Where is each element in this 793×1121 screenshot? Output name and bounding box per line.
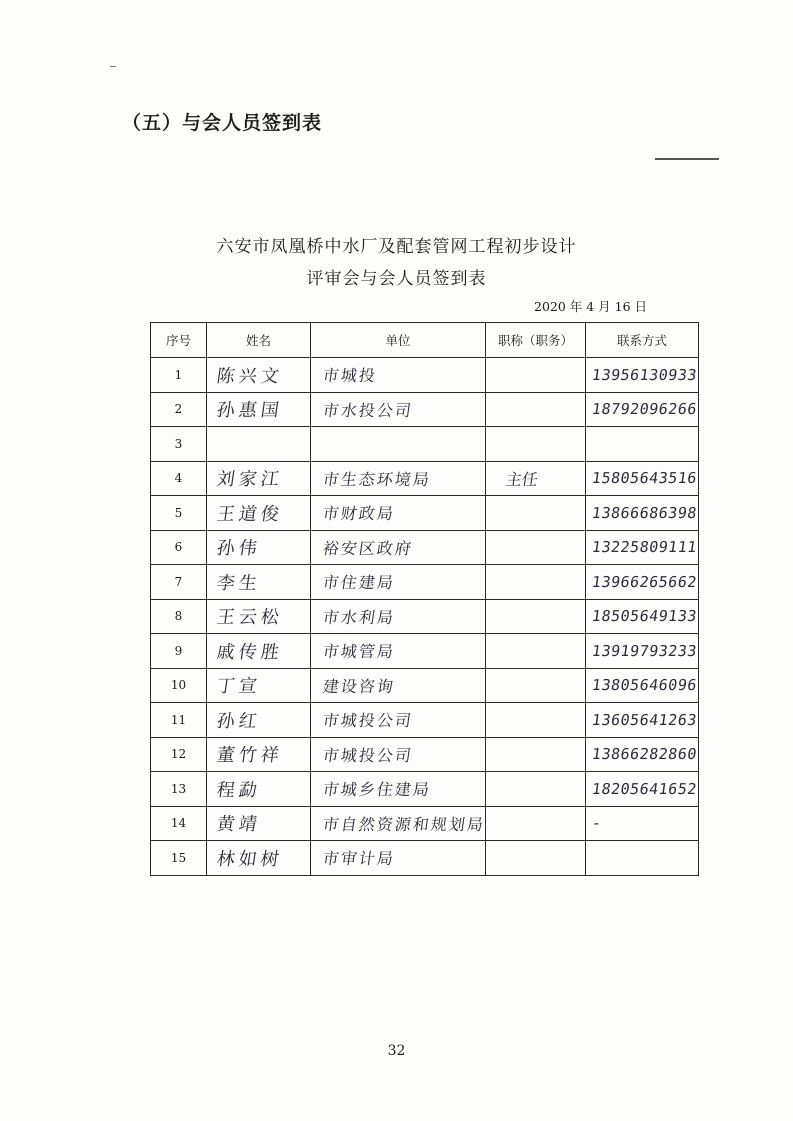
signature-name: 孙伟: [215, 538, 263, 560]
row-seq-cell: 15: [151, 841, 207, 876]
table-row: [151, 841, 699, 876]
signature-name: 孙红: [215, 710, 263, 732]
header-seq: 序号: [151, 323, 207, 358]
signature-name: 董竹祥: [215, 745, 285, 767]
signature-title: 主任: [504, 469, 540, 489]
signature-name-cell: [207, 668, 311, 703]
table-row: [151, 565, 699, 600]
signature-name: 丁宣: [215, 676, 263, 698]
signature-title-cell: [486, 668, 586, 703]
signature-name: 戚传胜: [215, 641, 285, 663]
signature-name-cell: [207, 427, 311, 462]
scan-line-artifact: [655, 158, 719, 160]
row-seq-cell: 4: [151, 461, 207, 496]
signature-name: 王道俊: [215, 503, 285, 525]
signature-phone: -: [590, 814, 603, 833]
row-seq-cell: 9: [151, 634, 207, 669]
signature-unit: 市水利局: [321, 607, 397, 627]
signature-title-cell: [486, 565, 586, 600]
signature-name-cell: [207, 565, 311, 600]
row-seq-cell: 13: [151, 772, 207, 807]
signature-unit-cell: [311, 668, 486, 703]
signature-name: 李生: [215, 572, 263, 594]
signature-name: 陈兴文: [215, 365, 285, 387]
signature-name-cell: [207, 806, 311, 841]
sign-in-date: 2020 年 4 月 16 日: [534, 299, 648, 314]
signature-phone: 13225809111: [590, 538, 699, 557]
signature-unit-cell: [311, 565, 486, 600]
signature-unit-cell: [311, 634, 486, 669]
signature-name: 刘家江: [215, 469, 285, 491]
signature-phone: 13866686398: [590, 503, 699, 522]
table-row: [151, 392, 699, 427]
signature-phone: 13919793233: [590, 641, 699, 660]
signature-phone-cell: [586, 392, 699, 427]
row-seq-cell: 7: [151, 565, 207, 600]
signature-unit-cell: [311, 392, 486, 427]
header-name: 姓名: [207, 323, 311, 358]
signature-phone-cell: [586, 427, 699, 462]
signature-unit: 市水投公司: [321, 400, 415, 420]
signature-unit: 裕安区政府: [321, 538, 415, 558]
signature-unit: 市城投公司: [321, 745, 415, 765]
signature-phone-cell: [586, 634, 699, 669]
scan-mark: [110, 66, 116, 67]
signature-title-cell: [486, 358, 586, 393]
row-seq-cell: 14: [151, 806, 207, 841]
signature-phone-cell: [586, 530, 699, 565]
signature-unit: 市城投公司: [321, 711, 415, 731]
signature-unit-cell: [311, 772, 486, 807]
row-seq-cell: 10: [151, 668, 207, 703]
signature-phone-cell: [586, 496, 699, 531]
signature-title-cell: [486, 530, 586, 565]
signature-title-cell: [486, 772, 586, 807]
signature-phone: 15805643516: [590, 469, 699, 488]
signature-name: 王云松: [215, 607, 285, 629]
signature-phone-cell: [586, 599, 699, 634]
signature-unit: 市生态环境局: [321, 469, 433, 489]
signature-unit-cell: [311, 806, 486, 841]
signature-unit-cell: [311, 703, 486, 738]
signature-phone-cell: [586, 737, 699, 772]
signature-unit-cell: [311, 841, 486, 876]
page-number: 32: [387, 1043, 406, 1059]
signature-phone-cell: [586, 772, 699, 807]
signature-name: 程勐: [215, 779, 263, 801]
signature-phone-cell: [586, 703, 699, 738]
signature-unit: 市审计局: [321, 849, 397, 869]
row-seq-cell: 6: [151, 530, 207, 565]
signature-name-cell: [207, 841, 311, 876]
header-unit: 单位: [311, 323, 486, 358]
signature-phone: 13966265662: [590, 572, 699, 591]
table-row: [151, 461, 699, 496]
header-title: 职称（职务）: [486, 323, 586, 358]
signature-title-cell: [486, 427, 586, 462]
row-seq-cell: 3: [151, 427, 207, 462]
signature-phone-cell: [586, 565, 699, 600]
signature-unit: 市财政局: [321, 504, 397, 524]
signature-phone-cell: [586, 358, 699, 393]
signature-name-cell: [207, 772, 311, 807]
signature-title-cell: [486, 599, 586, 634]
table-row: [151, 599, 699, 634]
signature-phone-cell: [586, 806, 699, 841]
signature-name-cell: [207, 496, 311, 531]
document-title-line2: 评审会与会人员签到表: [306, 269, 487, 289]
row-seq-cell: 8: [151, 599, 207, 634]
signature-unit: 市城乡住建局: [321, 780, 433, 800]
signature-phone: 18792096266: [590, 400, 699, 419]
signature-phone: 13866282860: [590, 745, 699, 764]
signature-name-cell: [207, 530, 311, 565]
table-header-row: [151, 323, 699, 358]
signature-phone: 13956130933: [590, 365, 699, 384]
signature-phone-cell: [586, 461, 699, 496]
signature-title-cell: [486, 461, 586, 496]
signature-title-cell: [486, 634, 586, 669]
table-row: [151, 668, 699, 703]
sign-in-table: [150, 322, 699, 876]
table-row: [151, 772, 699, 807]
table-row: [151, 737, 699, 772]
signature-name-cell: [207, 358, 311, 393]
signature-title-cell: [486, 703, 586, 738]
signature-unit-cell: [311, 737, 486, 772]
document-title-line1: 六安市凤凰桥中水厂及配套管网工程初步设计: [216, 237, 577, 257]
signature-name-cell: [207, 634, 311, 669]
table-row: [151, 703, 699, 738]
table-row: [151, 427, 699, 462]
signature-title-cell: [486, 806, 586, 841]
signature-unit-cell: [311, 461, 486, 496]
signature-name-cell: [207, 599, 311, 634]
signature-name-cell: [207, 737, 311, 772]
signature-unit: 市城管局: [321, 642, 397, 662]
table-row: [151, 806, 699, 841]
signature-name: 林如树: [215, 848, 285, 870]
signature-title-cell: [486, 496, 586, 531]
header-contact: 联系方式: [586, 323, 699, 358]
row-seq-cell: 5: [151, 496, 207, 531]
signature-phone: 13605641263: [590, 710, 699, 729]
row-seq-cell: 11: [151, 703, 207, 738]
signature-phone: 18505649133: [590, 607, 699, 626]
signature-unit-cell: [311, 358, 486, 393]
row-seq-cell: 2: [151, 392, 207, 427]
signature-unit: 市城投: [321, 366, 379, 386]
table-row: [151, 530, 699, 565]
signature-phone: 13805646096: [590, 676, 699, 695]
signature-title-cell: [486, 841, 586, 876]
table-row: [151, 358, 699, 393]
table-row: [151, 496, 699, 531]
table-row: [151, 634, 699, 669]
signature-name: 黄靖: [215, 814, 263, 836]
signature-phone: 18205641652: [590, 779, 699, 798]
section-heading: （五）与会人员签到表: [122, 112, 323, 134]
row-seq-cell: 12: [151, 737, 207, 772]
signature-phone-cell: [586, 668, 699, 703]
signature-unit-cell: [311, 599, 486, 634]
signature-name-cell: [207, 461, 311, 496]
signature-title-cell: [486, 392, 586, 427]
signature-phone-cell: [586, 841, 699, 876]
signature-title-cell: [486, 737, 586, 772]
row-seq-cell: 1: [151, 358, 207, 393]
signature-unit: 建设咨询: [321, 676, 397, 696]
signature-name-cell: [207, 392, 311, 427]
signature-unit-cell: [311, 530, 486, 565]
signature-unit-cell: [311, 427, 486, 462]
signature-unit-cell: [311, 496, 486, 531]
signature-unit: 市住建局: [321, 573, 397, 593]
signature-unit: 市自然资源和规划局: [321, 814, 487, 834]
signature-name-cell: [207, 703, 311, 738]
signature-name: 孙惠国: [215, 400, 285, 422]
